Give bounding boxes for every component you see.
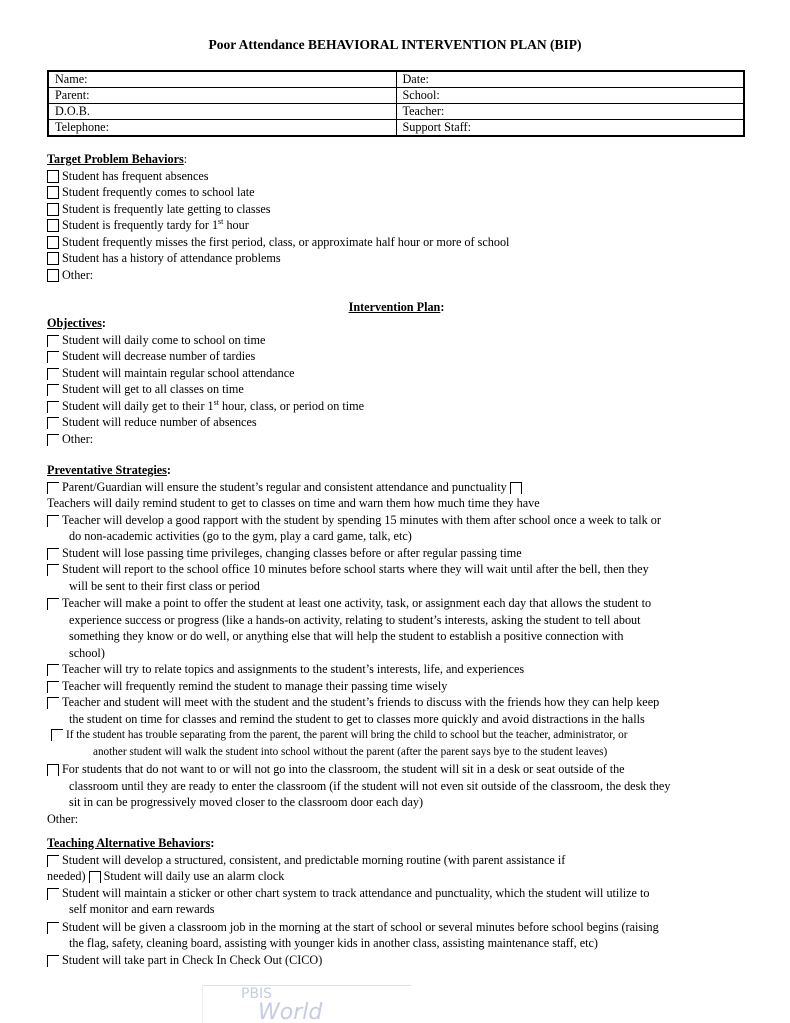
section-heading: Objectives: xyxy=(47,316,106,330)
objectives-section xyxy=(47,315,746,447)
list-item: Teacher will try to relate topics and assignments to the student’s interests, life, and experiences xyxy=(47,661,746,678)
intervention-heading: Intervention Plan: xyxy=(348,300,445,314)
list-item: Student has frequent absences xyxy=(47,168,746,185)
list-item: Student frequently comes to school late xyxy=(47,184,746,201)
list-item: Student will maintain regular school attendance xyxy=(47,365,746,382)
list-item: Student is frequently late getting to classes xyxy=(47,201,746,218)
other-field[interactable]: Other: xyxy=(47,811,79,826)
date-field[interactable]: Date: xyxy=(396,71,744,88)
list-item-continued: self monitor and earn rewards xyxy=(69,902,215,916)
list-item: Student is frequently tardy for 1st hour xyxy=(47,217,746,234)
list-item: Student will take part in Check In Check Out (CICO) xyxy=(47,952,746,969)
checkbox[interactable] xyxy=(47,681,59,693)
checkbox[interactable] xyxy=(47,664,59,676)
list-item-continued: experience success or progress (like a hands-on activity, relating to student’s interests, asking the student to tell about xyxy=(69,612,641,627)
checkbox[interactable] xyxy=(51,729,63,741)
list-item: Student will develop a structured, consistent, and predictable morning routine (with parent assistance if xyxy=(47,852,746,869)
list-item-continued: the student on time for classes and remind the student to get to classes more quickly and avoid distractions in the halls xyxy=(69,711,645,726)
list-item: Other: xyxy=(47,267,746,284)
checkbox[interactable] xyxy=(47,203,59,216)
telephone-field[interactable]: Telephone: xyxy=(48,120,396,137)
parent-field[interactable]: Parent: xyxy=(48,88,396,104)
checkbox[interactable] xyxy=(47,888,59,900)
checkbox[interactable] xyxy=(47,697,59,709)
list-item: Student will daily get to their 1st hour, class, or period on time xyxy=(47,398,746,415)
list-item: Student frequently misses the first period, class, or approximate half hour or more of school xyxy=(47,234,746,251)
list-item-continued: another student will walk the student into school without the parent (after the parent says bye to the student leaves) xyxy=(93,745,608,758)
list-item: Other: xyxy=(47,431,746,448)
list-item-continued: something they know or do well, or anything else that will help the student to establish a positive connection with xyxy=(69,629,624,643)
section-heading: Teaching Alternative Behaviors: xyxy=(47,836,215,850)
checkbox[interactable] xyxy=(47,417,59,429)
dob-field[interactable]: D.O.B. xyxy=(48,104,396,120)
checkbox[interactable] xyxy=(47,368,59,380)
checkbox[interactable] xyxy=(47,764,59,776)
checkbox[interactable] xyxy=(47,186,59,199)
list-item: For students that do not want to or will not go into the classroom, the student will sit in a desk or seat outside of the xyxy=(47,761,746,778)
list-item-continued: school) xyxy=(69,645,105,660)
checkbox[interactable] xyxy=(47,401,59,413)
checkbox[interactable] xyxy=(47,170,59,183)
checkbox[interactable] xyxy=(47,236,59,249)
checkbox[interactable] xyxy=(47,922,59,934)
list-item: Student will decrease number of tardies xyxy=(47,348,746,365)
checkbox[interactable] xyxy=(89,871,101,883)
list-item-continued: sit in can be progressively moved closer to the classroom door each day) xyxy=(69,795,424,809)
teaching-section xyxy=(47,835,746,968)
checkbox[interactable] xyxy=(510,482,522,494)
preventative-section xyxy=(47,462,746,827)
page-title: Poor Attendance BEHAVIORAL INTERVENTION PLAN (BIP) xyxy=(208,37,582,52)
table-row xyxy=(48,120,744,137)
list-item: Student will daily come to school on time xyxy=(47,332,746,349)
checkbox[interactable] xyxy=(47,335,59,347)
list-item: Parent/Guardian will ensure the student’s regular and consistent attendance and punctuality xyxy=(47,479,746,496)
checkbox[interactable] xyxy=(47,384,59,396)
list-item: Teacher will frequently remind the student to manage their passing time wisely xyxy=(47,678,746,695)
list-item: Teacher and student will meet with the student and the student’s friends to discuss with the friends how they can help keep xyxy=(47,694,746,711)
checkbox[interactable] xyxy=(47,515,59,527)
list-item-continued: will be sent to their first class or period xyxy=(69,578,260,593)
list-item: Student will maintain a sticker or other chart system to track attendance and punctuality, which the student will utilize to xyxy=(47,885,746,902)
checkbox[interactable] xyxy=(47,482,59,494)
checkbox[interactable] xyxy=(47,269,59,282)
list-item: Student will lose passing time privileges, changing classes before or after regular passing time xyxy=(47,545,746,562)
list-item: Student will report to the school office 10 minutes before school starts where they will wait until after the bell, then they xyxy=(47,561,746,578)
list-item: Teacher will make a point to offer the student at least one activity, task, or assignment each day that allows the student to xyxy=(47,595,746,612)
checkbox[interactable] xyxy=(47,351,59,363)
checkbox[interactable] xyxy=(47,434,59,446)
pbis-world-logo: PBIS World xyxy=(202,985,411,1023)
teacher-field[interactable]: Teacher: xyxy=(396,104,744,120)
school-field[interactable]: School: xyxy=(396,88,744,104)
list-item: Student will get to all classes on time xyxy=(47,381,746,398)
checkbox[interactable] xyxy=(47,598,59,610)
section-heading: Preventative Strategies: xyxy=(47,463,171,477)
checkbox[interactable] xyxy=(47,252,59,265)
table-row xyxy=(48,71,744,88)
list-item: Student has a history of attendance problems xyxy=(47,250,746,267)
checkbox[interactable] xyxy=(47,855,59,867)
checkbox[interactable] xyxy=(47,548,59,560)
list-item: Student will reduce number of absences xyxy=(47,414,746,431)
support-staff-field[interactable]: Support Staff: xyxy=(396,120,744,137)
list-item-continued: classroom until they are ready to enter the classroom (if the student will not even sit outside of the classroom, the desk they xyxy=(69,778,671,793)
checkbox[interactable] xyxy=(47,219,59,232)
list-item: needed) Student will daily use an alarm clock xyxy=(47,869,285,883)
checkbox[interactable] xyxy=(47,955,59,967)
list-item: Teacher will develop a good rapport with the student by spending 15 minutes with them after school once a week to talk or xyxy=(47,512,746,529)
table-row xyxy=(48,88,744,104)
name-field[interactable]: Name: xyxy=(48,71,396,88)
list-item-continued: the flag, safety, cleaning board, assisting with younger kids in another class, assisting maintenance staff, etc) xyxy=(69,936,598,950)
target-section xyxy=(47,151,746,283)
list-item-continued: do non-academic activities (go to the gym, play a card game, talk, etc) xyxy=(69,529,412,543)
list-item: If the student has trouble separating from the parent, the parent will bring the child to school but the teacher, administrator, or xyxy=(47,727,746,744)
table-row xyxy=(48,104,744,120)
list-item: Teachers will daily remind student to get to classes on time and warn them how much time they have xyxy=(47,496,540,510)
student-info-table xyxy=(47,70,745,137)
section-heading: Target Problem Behaviors: xyxy=(47,152,188,166)
checkbox[interactable] xyxy=(47,564,59,576)
list-item: Student will be given a classroom job in the morning at the start of school or several minutes before school begins (raising xyxy=(47,919,746,936)
